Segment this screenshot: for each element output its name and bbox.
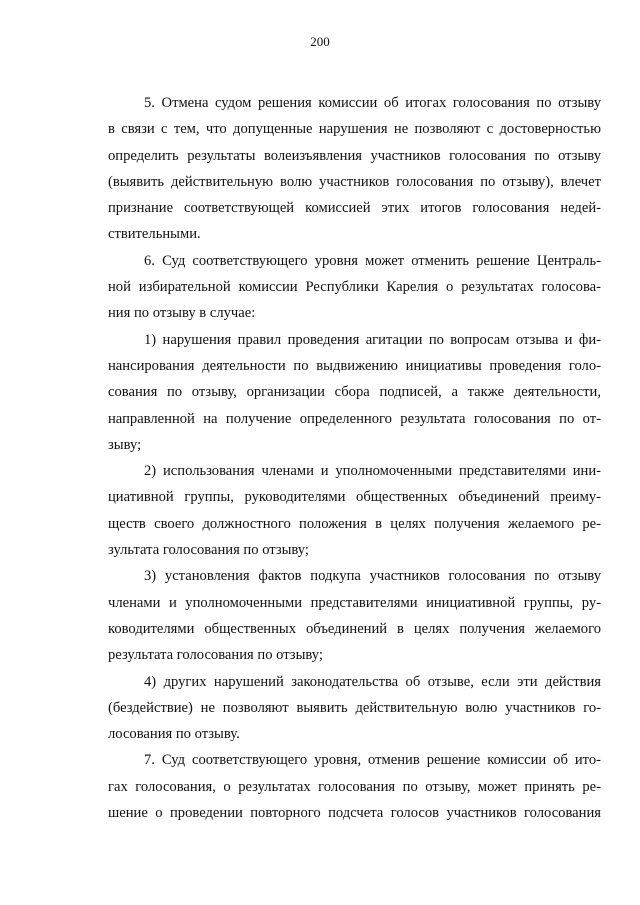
text-line: ководителями общественных объединений в целях получения желаемого (108, 620, 601, 637)
list-item-2 (108, 458, 601, 563)
text-line: 3) установления фактов подкупа участников голосования по отзыву (144, 568, 601, 585)
list-item-1 (108, 327, 601, 458)
list-item-4 (108, 669, 601, 748)
text-line: гах голосования, о результатах голосования по отзыву, может принять ре- (108, 778, 601, 795)
text-line: 2) использования членами и уполномоченными представителями ини- (144, 463, 601, 480)
text-line: результата голосования по отзыву; (108, 647, 323, 664)
document-body (108, 90, 601, 826)
text-line: 6. Суд соответствующего уровня может отменить решение Централь- (144, 252, 601, 269)
text-line: 7. Суд соответствующего уровня, отменив решение комиссии об ито- (144, 752, 601, 769)
text-line: ществ своего должностного положения в целях получения желаемого ре- (108, 515, 601, 532)
text-line: циативной группы, руководителями общественных объединений преиму- (108, 489, 601, 506)
page-number: 200 (310, 34, 330, 49)
list-item-3 (108, 563, 601, 668)
text-line: членами и уполномоченными представителями инициативной группы, ру- (108, 594, 601, 611)
text-line: зыву; (108, 436, 142, 453)
text-line: ния по отзыву в случае: (108, 305, 256, 322)
paragraph-7 (108, 747, 601, 826)
text-line: ствительными. (108, 226, 201, 243)
text-line: 4) других нарушений законодательства об отзыве, если эти действия (144, 673, 601, 690)
text-line: определить результаты волеизъявления участников голосования по отзыву (108, 147, 601, 164)
text-line: зультата голосования по отзыву; (108, 542, 309, 559)
text-line: лосования по отзыву. (108, 726, 240, 743)
text-line: направленной на получение определенного результата голосования по от- (108, 410, 601, 427)
text-line: сования по отзыву, организации сбора подписей, а также деятельности, (108, 384, 601, 401)
paragraph-6 (108, 248, 601, 327)
text-line: шение о проведении повторного подсчета голосов участников голосования (108, 805, 601, 822)
text-line: в связи с тем, что допущенные нарушения не позволяют с достоверностью (108, 121, 601, 138)
text-line: 1) нарушения правил проведения агитации по вопросам отзыва и фи- (144, 331, 601, 348)
text-line: признание соответствующей комиссией этих итогов голосования недей- (108, 200, 601, 217)
text-line: 5. Отмена судом решения комиссии об итогах голосования по отзыву (144, 95, 601, 111)
paragraph-5 (108, 90, 601, 248)
text-line: ной избирательной комиссии Республики Карелия о результатах голосова- (108, 279, 601, 296)
text-line: (выявить действительную волю участников голосования по отзыву), влечет (108, 173, 601, 190)
text-line: нансирования деятельности по выдвижению инициативы проведения голо- (108, 357, 601, 374)
text-line: (бездействие) не позволяют выявить действительную волю участников го- (108, 699, 601, 716)
